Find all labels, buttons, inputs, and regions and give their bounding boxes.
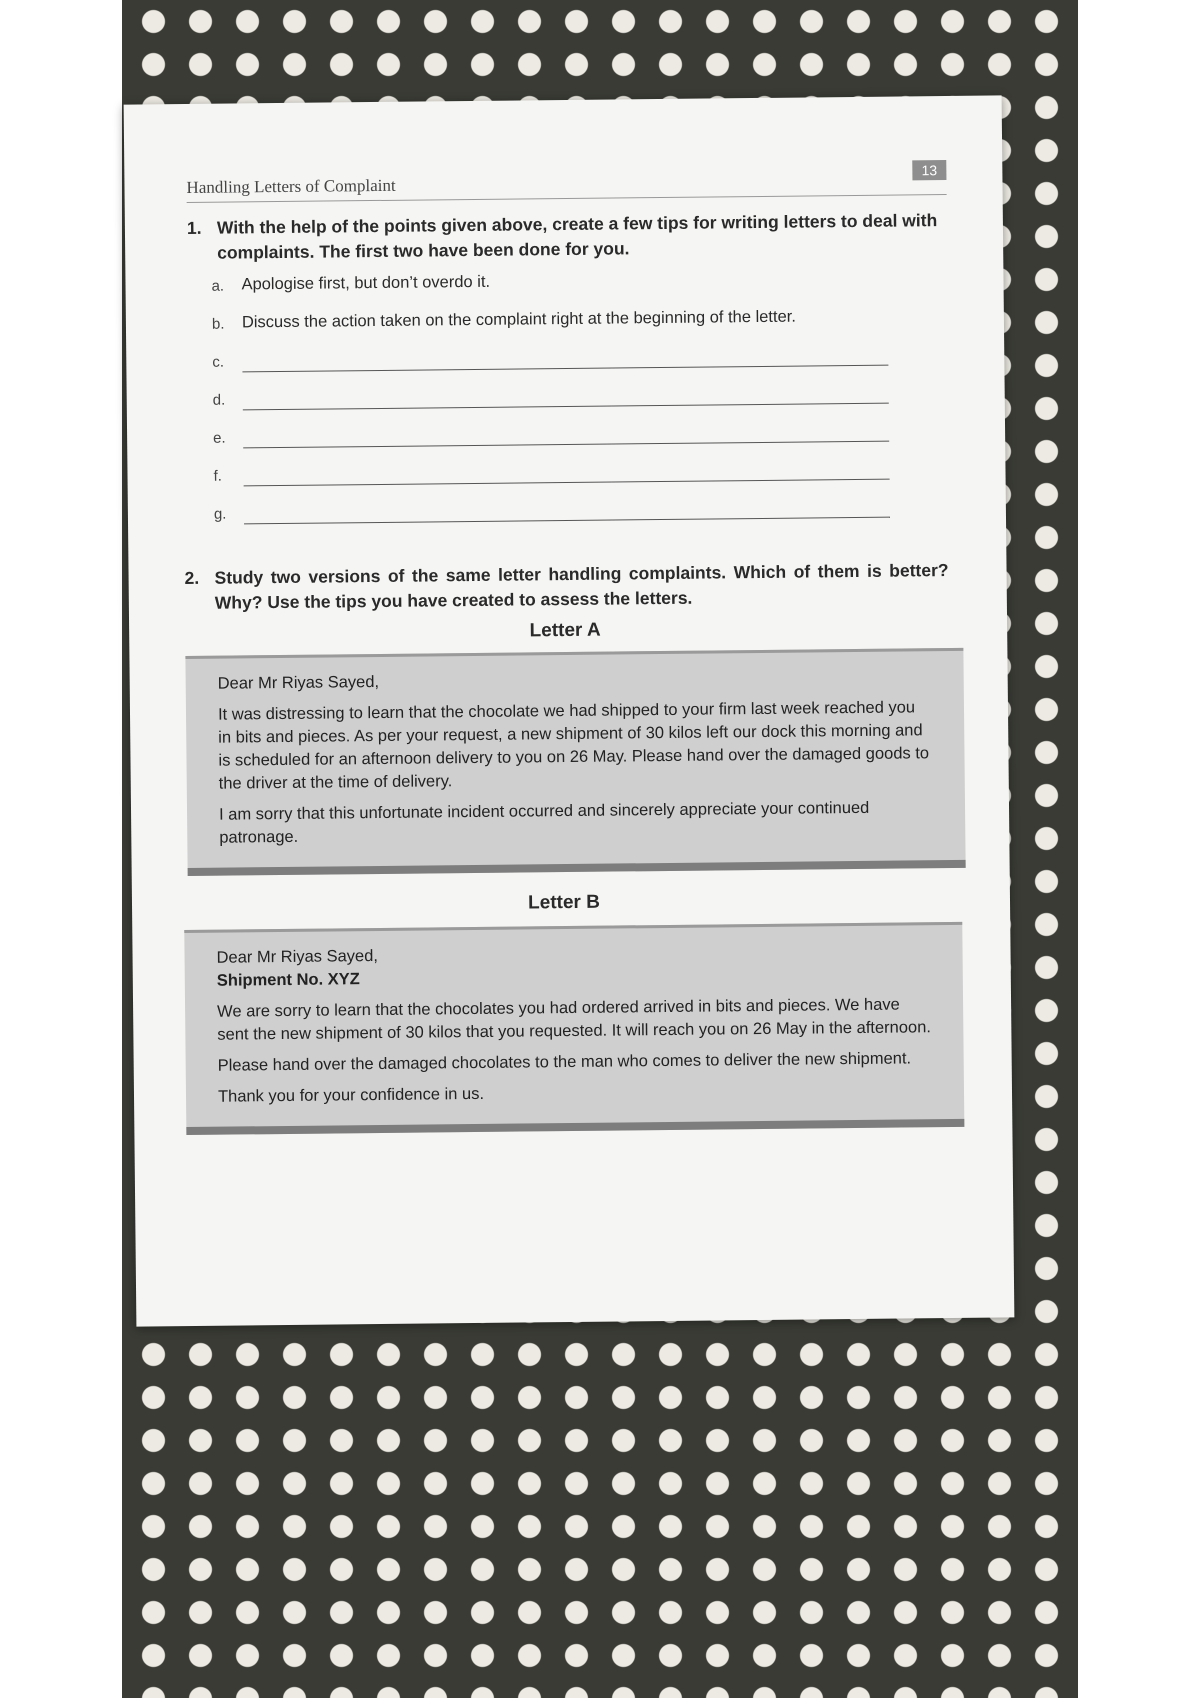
page-number: 13 [912,160,946,180]
tip-letter: d. [212,391,226,409]
running-head [186,162,946,203]
letter-b-paragraph: We are sorry to learn that the chocolates you had ordered arrived in bits and pieces. We have sent the new shipment of 30 kilos that you requested. It will reach you on 26 May in the afternoon. [217,995,932,1044]
answer-line [242,365,888,373]
tip-item [214,495,890,540]
letter-b-heading: Letter B [527,891,601,914]
answer-line [244,479,890,487]
tip-text: Apologise first, but don’t overdo it. [241,272,491,294]
tip-letter: e. [213,429,226,447]
question-number: 1. [186,217,202,238]
tip-letter: b. [211,315,225,333]
tip-letter: f. [213,467,222,485]
letter-b-salutation: Dear Mr Riyas Sayed, [216,947,379,967]
question-number: 2. [184,567,200,589]
tip-letter: g. [213,505,227,523]
answer-line [244,517,890,525]
question-text: Study two versions of the same letter handling complaints. Which of them is better? Why? Use the tips you have created to assess the letters. [214,560,949,613]
letter-a-box [185,648,965,876]
letter-a-paragraph: It was distressing to learn that the chocolate we had shipped to your firm last week reached you in bits and pieces. As per your request, a new shipment of 30 kilos left our dock this morning and is scheduled for an afternoon delivery to you on 26 May. Please hand over the damaged goods to the driver at the time of delivery. [217,698,930,793]
question-2 [184,558,948,616]
answer-line [243,441,889,449]
chapter-title: Handling Letters of Complaint [186,175,396,197]
letter-b-closing: Thank you for your confidence in us. [217,1084,485,1106]
tip-letter: a. [211,277,225,295]
answer-line [243,403,889,411]
question-1 [187,208,947,266]
tip-text: Discuss the action taken on the complaint right at the beginning of the letter. [241,307,796,332]
letter-a-heading: Letter A [529,619,601,642]
letter-a-salutation: Dear Mr Riyas Sayed, [217,672,380,693]
tip-letter: c. [212,353,225,371]
letter-a-paragraph: I am sorry that this unfortunate incident occurred and sincerely appreciate your continued patronage. [218,798,870,847]
letter-b-paragraph: Please hand over the damaged chocolates to the man who comes to deliver the new shipment. [217,1049,912,1075]
tips-list [211,267,890,540]
letter-b-subject: Shipment No. XYZ [216,970,360,990]
book-page [124,95,1015,1326]
letter-b-box [184,922,964,1135]
question-text: With the help of the points given above, create a few tips for writing letters to deal with complaints. The first two have been done for you. [216,210,938,263]
